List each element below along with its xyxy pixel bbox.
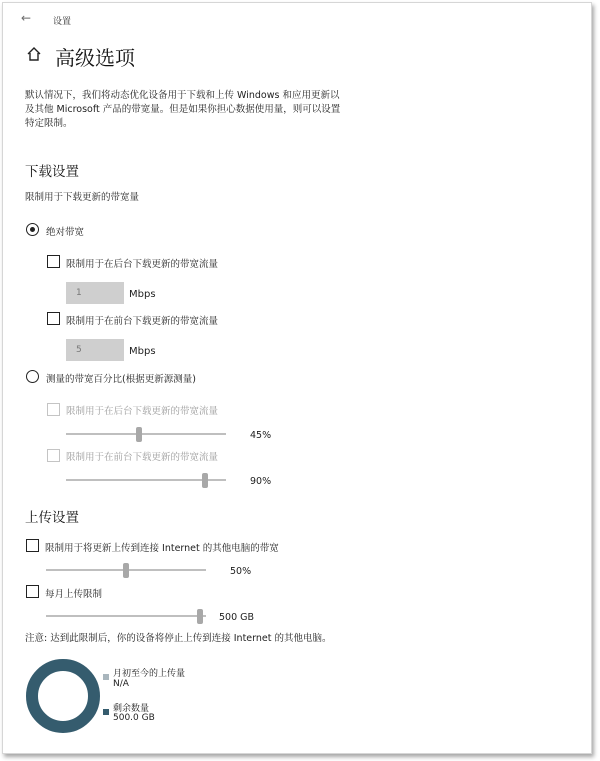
download-limit-subheading: 限制用于下载更新的带宽量: [25, 192, 140, 203]
home-icon[interactable]: [25, 45, 43, 63]
pct-background-slider-track[interactable]: [66, 433, 226, 435]
download-settings-heading: 下载设置: [25, 164, 79, 180]
pct-background-limit-checkbox[interactable]: [47, 403, 60, 416]
page-title: 高级选项: [55, 46, 135, 70]
uploaded-legend-swatch: [103, 674, 109, 680]
monthly-upload-slider-track[interactable]: [46, 615, 206, 617]
upload-bandwidth-label: 限制用于将更新上传到连接 Internet 的其他电脑的带宽: [45, 543, 279, 554]
page-description: 默认情况下，我们将动态优化设备用于下载和上传 Windows 和应用更新以及其他 Microsoft 产品的带宽量。但是如果你担心数据使用量，则可以设置特定限制。: [25, 90, 341, 129]
uploaded-legend-value: N/A: [113, 679, 129, 689]
monthly-upload-slider-thumb[interactable]: [197, 609, 203, 624]
remaining-legend-value: 500.0 GB: [113, 713, 155, 723]
upload-bandwidth-value: 50%: [230, 566, 252, 577]
monthly-upload-value: 500 GB: [219, 612, 255, 623]
pct-foreground-limit-label: 限制用于在前台下载更新的带宽流量: [66, 452, 219, 463]
remaining-legend-label: 剩余数量: [113, 704, 150, 714]
upload-limit-note: 注意: 达到此限制后，你的设备将停止上传到连接 Internet 的其他电脑。: [25, 633, 332, 644]
pct-foreground-value: 90%: [250, 476, 272, 487]
upload-usage-ring-chart: [25, 658, 101, 734]
percentage-bandwidth-radio[interactable]: [26, 370, 39, 383]
abs-foreground-unit: Mbps: [129, 346, 156, 357]
settings-window: [2, 2, 592, 754]
pct-background-slider-thumb[interactable]: [136, 427, 142, 442]
percentage-bandwidth-label: 测量的带宽百分比(根据更新源测量): [46, 374, 196, 385]
upload-bandwidth-checkbox[interactable]: [26, 539, 39, 552]
window-title: 设置: [53, 17, 72, 27]
abs-background-mbps-input[interactable]: 1: [66, 282, 124, 304]
abs-background-limit-checkbox[interactable]: [47, 255, 60, 268]
upload-bandwidth-slider-thumb[interactable]: [123, 563, 129, 578]
abs-foreground-mbps-input[interactable]: 5: [66, 339, 124, 361]
pct-background-value: 45%: [250, 430, 272, 441]
monthly-upload-limit-label: 每月上传限制: [45, 589, 103, 600]
remaining-legend-swatch: [103, 709, 109, 715]
pct-background-limit-label: 限制用于在后台下载更新的带宽流量: [66, 406, 219, 417]
abs-foreground-limit-label: 限制用于在前台下载更新的带宽流量: [66, 316, 219, 327]
pct-foreground-slider-thumb[interactable]: [202, 473, 208, 488]
absolute-bandwidth-label: 绝对带宽: [46, 227, 85, 238]
abs-foreground-limit-checkbox[interactable]: [47, 312, 60, 325]
abs-background-limit-label: 限制用于在后台下载更新的带宽流量: [66, 259, 219, 270]
uploaded-legend-label: 月初至今的上传量: [113, 669, 186, 679]
back-arrow-icon[interactable]: ←: [21, 11, 32, 25]
abs-background-unit: Mbps: [129, 289, 156, 300]
absolute-bandwidth-radio[interactable]: [26, 223, 39, 236]
monthly-upload-limit-checkbox[interactable]: [26, 585, 39, 598]
pct-foreground-limit-checkbox[interactable]: [47, 449, 60, 462]
upload-settings-heading: 上传设置: [25, 510, 79, 526]
